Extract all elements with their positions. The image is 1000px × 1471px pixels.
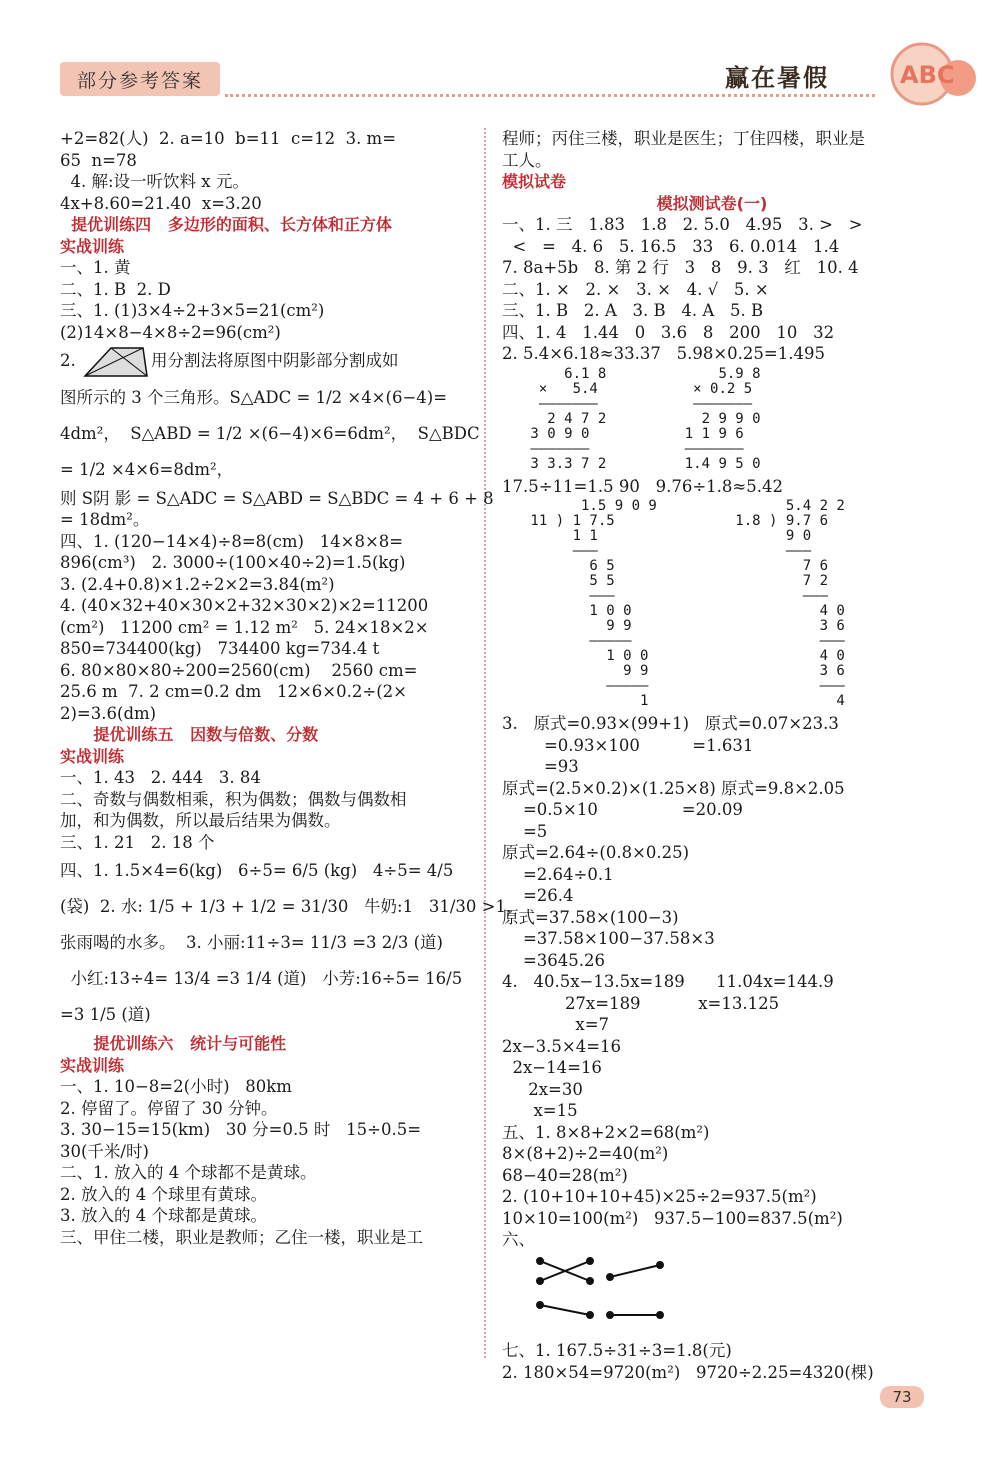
answer-line: 原式=2.64÷(0.8×0.25): [502, 843, 690, 862]
answer-line: 3. (2.4+0.8)×1.2÷2×2=3.84(m²): [60, 574, 335, 594]
answer-line: < = 4. 6 5. 16.5 33 6. 0.014 1.4: [502, 236, 840, 256]
column-divider: [484, 128, 486, 1358]
answer-line: = 18dm²。: [60, 510, 150, 529]
answer-line: =26.4: [502, 886, 574, 905]
answer-line: 2. 停留了。停留了 30 分钟。: [60, 1098, 278, 1118]
answer-line: 三、1. B 2. A 3. B 4. A 5. B: [502, 301, 764, 320]
answer-line: x=7: [502, 1015, 610, 1034]
answer-line: 4. (40×32+40×30×2+32×30×2)×2=11200: [60, 596, 429, 615]
answer-line: 850=734400(kg) 734400 kg=734.4 t: [60, 639, 380, 658]
answer-line: 三、1. (1)3×4÷2+3×5=21(cm²): [60, 301, 325, 320]
answer-line: 896(cm³) 2. 3000÷(100×40÷2)=1.5(kg): [60, 553, 406, 572]
matching-lines-diagram: [530, 1257, 922, 1335]
answer-line: =2.64÷0.1: [502, 864, 614, 884]
answer-line: 原式=(2.5×0.2)×(1.25×8) 原式=9.8×2.05: [502, 778, 845, 798]
answer-line: 五、1. 8×8+2×2=68(m²): [502, 1122, 710, 1142]
answer-line: 4x+8.60=21.40 x=3.20: [60, 193, 262, 213]
answer-line: 2. (10+10+10+45)×25÷2=937.5(m²): [502, 1187, 817, 1206]
answer-line: =0.5×10 =20.09: [502, 800, 743, 819]
answer-line: 2. 放入的 4 个球里有黄球。: [60, 1184, 267, 1204]
answer-line: 二、1. B 2. D: [60, 279, 171, 299]
right-bottom-block: [502, 713, 922, 1251]
answer-line: 四、1. (120−14×4)÷8=8(cm) 14×8×8=: [60, 531, 404, 551]
right-top-block: [502, 128, 922, 365]
answer-line: 二、奇数与偶数相乘，积为偶数；偶数与偶数相: [60, 789, 407, 809]
vertical-calculation: 6.1 8 × 5.4 ——————— 2 4 7 2 3 0 9 0 ——————— 3 3.3 7 2: [530, 365, 607, 472]
answer-line: 30(千米/时): [60, 1141, 149, 1161]
logo: [880, 38, 980, 114]
answer-line: =5: [502, 821, 548, 841]
answer-line: 10×10=100(m²) 937.5−100=837.5(m²): [502, 1208, 843, 1228]
answer-line: 7. 8a+5b 8. 第 2 行 3 8 9. 3 红 10. 4: [502, 258, 859, 277]
answer-line: x=15: [502, 1101, 578, 1120]
answer-line: 程师；丙住三楼，职业是医生；丁住四楼，职业是: [502, 129, 865, 148]
answer-line: =3 1/5 (道): [60, 1005, 151, 1024]
section-heading: 模拟测试卷(一): [656, 193, 768, 213]
subsection-heading: 模拟试卷: [502, 172, 567, 191]
answer-line: 4. 40.5x−13.5x=189 11.04x=144.9: [502, 972, 834, 991]
answer-line: 二、1. 放入的 4 个球都不是黄球。: [60, 1163, 317, 1182]
answer-line: =93: [502, 757, 579, 776]
right-column: [502, 128, 922, 1383]
right-end-block: [502, 1340, 922, 1383]
vertical-calculation: 5.9 8 × 0.2 5 ——————— 2 9 9 0 1 1 9 6 ——————— 1.4 9 5 0: [684, 365, 761, 472]
answer-line: (cm²) 11200 cm² = 1.12 m² 5. 24×18×2×: [60, 617, 429, 637]
answer-line: 2x−14=16: [502, 1058, 602, 1077]
section-label: 部分参考答案: [76, 69, 203, 92]
answer-line: +2=82(人) 2. a=10 b=11 c=12 3. m=: [60, 129, 397, 148]
left-column: [60, 128, 523, 1248]
answer-line: 一、1. 三 1.83 1.8 2. 5.0 4.95 3. > >: [502, 215, 863, 234]
section-heading: 提优训练六 统计与可能性: [60, 1034, 287, 1053]
answer-line: 2. 180×54=9720(m²) 9720÷2.25=4320(棵): [502, 1362, 874, 1382]
answer-line: 工人。: [502, 150, 552, 170]
answer-line: 三、甲住二楼，职业是教师；乙住一楼，职业是工: [60, 1227, 423, 1247]
answer-line: 2)=3.6(dm): [60, 703, 157, 723]
vertical-calc-block-2: [522, 499, 922, 709]
vertical-calculation: 1.5 9 0 9 11 ) 1 7.5 1 1 ——— 6 5 5 5 ——— 1 0 0 9 9 ————— 1 0 0 9 9 ————— 1: [530, 498, 657, 709]
answer-line: 三、1. 21 2. 18 个: [60, 832, 215, 852]
answer-line: =0.93×100 =1.631: [502, 735, 754, 755]
answer-line: = 1/2 ×4×6=8dm²，: [60, 459, 234, 479]
answer-line: 3. 原式=0.93×(99+1) 原式=0.07×23.3: [502, 714, 839, 733]
answer-line: =37.58×100−37.58×3: [502, 929, 715, 948]
answer-line: 一、1. 43 2. 444 3. 84: [60, 768, 261, 787]
vertical-calculation: 5.4 2 2 1.8 ) 9.7 6 9 0 ——— 7 6 7 2 ——— 4 0 3 6 ——— 4 0 3 6 ——— 4: [735, 498, 845, 709]
answer-line: 68−40=28(m²): [502, 1165, 628, 1185]
figure-answer-text: 用分割法将原图中阴影部分割成如: [151, 351, 399, 370]
answer-line: 2x−3.5×4=16: [502, 1036, 622, 1056]
answer-line: 6. 80×80×80÷200=2560(cm) 2560 cm=: [60, 660, 418, 680]
answer-line: 张雨喝的水多。 3. 小丽:11÷3= 11/3 =3 2/3 (道): [60, 933, 443, 952]
matching-lines-icon: [530, 1257, 680, 1329]
section-heading: 提优训练五 因数与倍数、分数: [60, 725, 319, 744]
question-number: 2.: [60, 351, 81, 370]
answer-line: 四、1. 1.5×4=6(kg) 6÷5= 6/5 (kg) 4÷5= 4/5: [60, 861, 454, 880]
section-heading: 提优训练四 多边形的面积、长方体和正方体: [60, 215, 392, 234]
answer-line: 六、: [502, 1230, 535, 1249]
answer-line: 小红:13÷4= 13/4 =3 1/4 (道) 小芳:16÷5= 16/5: [60, 969, 463, 988]
answer-line: 3. 放入的 4 个球都是黄球。: [60, 1206, 267, 1225]
vertical-calc-block-1: [522, 367, 922, 472]
brand-title: 赢在暑假: [725, 64, 829, 92]
abc-logo-icon: [880, 38, 980, 114]
answer-line: 七、1. 167.5÷31÷3=1.8(元): [502, 1341, 732, 1360]
answer-line: 27x=189 x=13.125: [502, 993, 780, 1013]
logo-text: ABC: [900, 61, 955, 89]
answer-line: 原式=37.58×(100−3): [502, 907, 679, 927]
page-number: 73: [880, 1386, 924, 1408]
answer-line: 则 S阴 影 = S△ADC = S△ABD = S△BDC = 4 + 6 + 8: [60, 488, 494, 508]
answer-line: =3645.26: [502, 950, 606, 970]
answer-line: 4dm²， S△ABD = 1/2 ×(6−4)×6=6dm²， S△BDC: [60, 423, 480, 443]
answer-line: (2)14×8−4×8÷2=96(cm²): [60, 322, 281, 342]
subsection-heading: 实战训练: [60, 746, 125, 766]
answer-line: 25.6 m 7. 2 cm=0.2 dm 12×6×0.2÷(2×: [60, 682, 407, 701]
answer-line: 2. 5.4×6.18≈33.37 5.98×0.25=1.495: [502, 344, 825, 363]
answer-line: 四、1. 4 1.44 0 3.6 8 200 10 32: [502, 322, 835, 342]
answer-line: 4. 解:设一听饮料 x 元。: [60, 172, 249, 191]
answer-line: 二、1. × 2. × 3. × 4. √ 5. ×: [502, 279, 769, 299]
answer-line: 图所示的 3 个三角形。S△ADC = 1/2 ×4×(6−4)=: [60, 387, 448, 407]
subsection-heading: 实战训练: [60, 236, 125, 256]
answer-line: 65 n=78: [60, 150, 137, 170]
answer-line: 3. 30−15=15(km) 30 分=0.5 时 15÷0.5=: [60, 1120, 422, 1139]
answer-line: 一、1. 黄: [60, 258, 131, 277]
answer-line: 17.5÷11=1.5 9̇0̇ 9.76÷1.8≈5.42: [502, 476, 783, 496]
figure-answer-line: [60, 343, 470, 380]
right-mid-block: [502, 476, 922, 498]
header-tab: [60, 62, 220, 96]
answer-line: 8×(8+2)÷2=40(m²): [502, 1144, 669, 1163]
answer-line: 一、1. 10−8=2(小时) 80km: [60, 1077, 292, 1096]
subsection-heading: 实战训练: [60, 1055, 125, 1075]
triangle-figure-icon: [81, 344, 151, 380]
answer-line: 2x=30: [502, 1079, 583, 1099]
answer-line: 加，和为偶数，所以最后结果为偶数。: [60, 811, 341, 830]
header-dotted-line: [225, 94, 875, 97]
answer-line: (袋) 2. 水: 1/5 + 1/3 + 1/2 = 31/30 牛奶:1 31/30 >1，: [60, 897, 523, 916]
